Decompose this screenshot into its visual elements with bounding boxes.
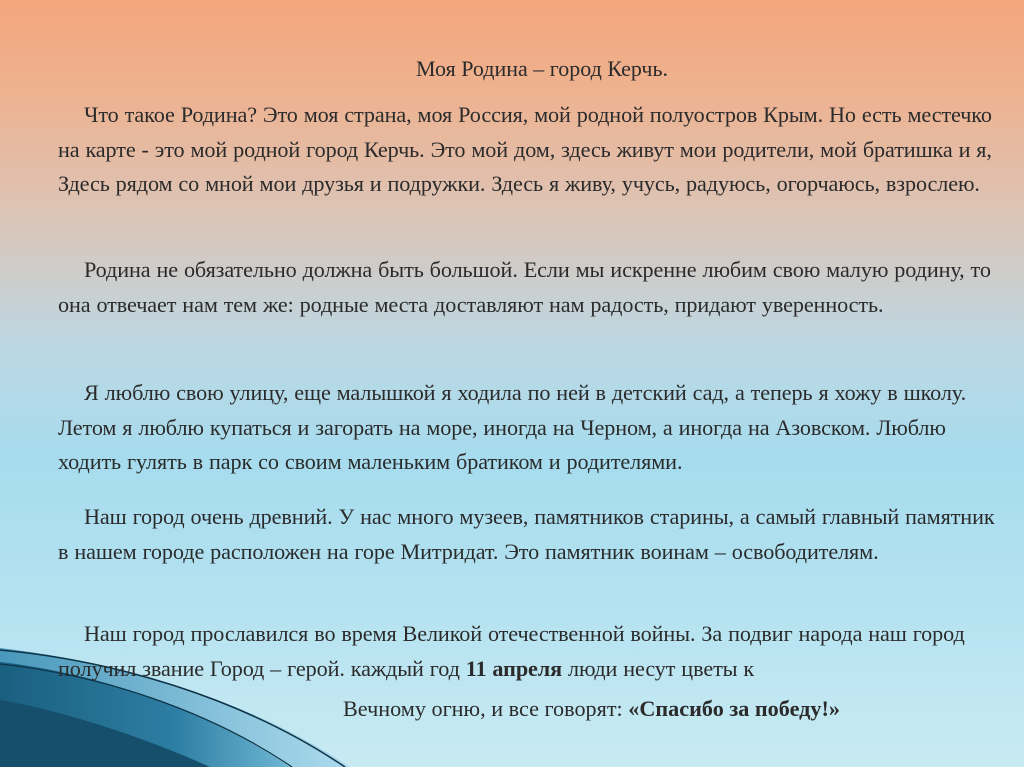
paragraph-5-text-2: люди несут цветы к [562, 655, 755, 681]
paragraph-3: Я люблю свою улицу, еще малышкой я ходила по ней в детский сад, а теперь я хожу в школу. Летом я люблю купаться и загорать на море, иногда на Черном, а иногда на Азовском. Люблю ходить гулять в парк со своим маленьким братиком и родителями. [58, 380, 967, 474]
paragraph-1: Что такое Родина? Это моя страна, моя Россия, мой родной полуостров Крым. Но есть местечко на карте - это мой родной город Керчь. Это мой дом, здесь живут мои родители, мой братишка и я, Здесь рядом со мной мои друзья и подружки. Здесь я живу, учусь, радуюсь, огорчаюсь, взрослею. [58, 102, 992, 196]
closing-line-text: Вечному огню, и все говорят: [343, 696, 629, 721]
paragraph-4: Наш город очень древний. У нас много музеев, памятников старины, а самый главный памятник в нашем городе расположен на горе Митридат. Это памятник воинам – освободителям. [58, 504, 995, 564]
date-highlight: 11 апреля [465, 655, 563, 681]
paragraph-2: Родина не обязательно должна быть большой. Если мы искренне любим свою малую родину, то она отвечает нам тем же: родные места доставляют нам радость, придают уверенность. [58, 257, 991, 317]
thanks-quote: «Спасибо за победу!» [628, 696, 840, 721]
paragraph-5-text-1: Наш город прославился во время Великой отечественной войны. За подвиг народа наш город получил звание Город – герой. каждый год [58, 621, 965, 681]
paragraph-5 [58, 617, 988, 686]
slide-title: Моя Родина – город Керчь. [416, 56, 668, 81]
closing-line [343, 692, 840, 727]
